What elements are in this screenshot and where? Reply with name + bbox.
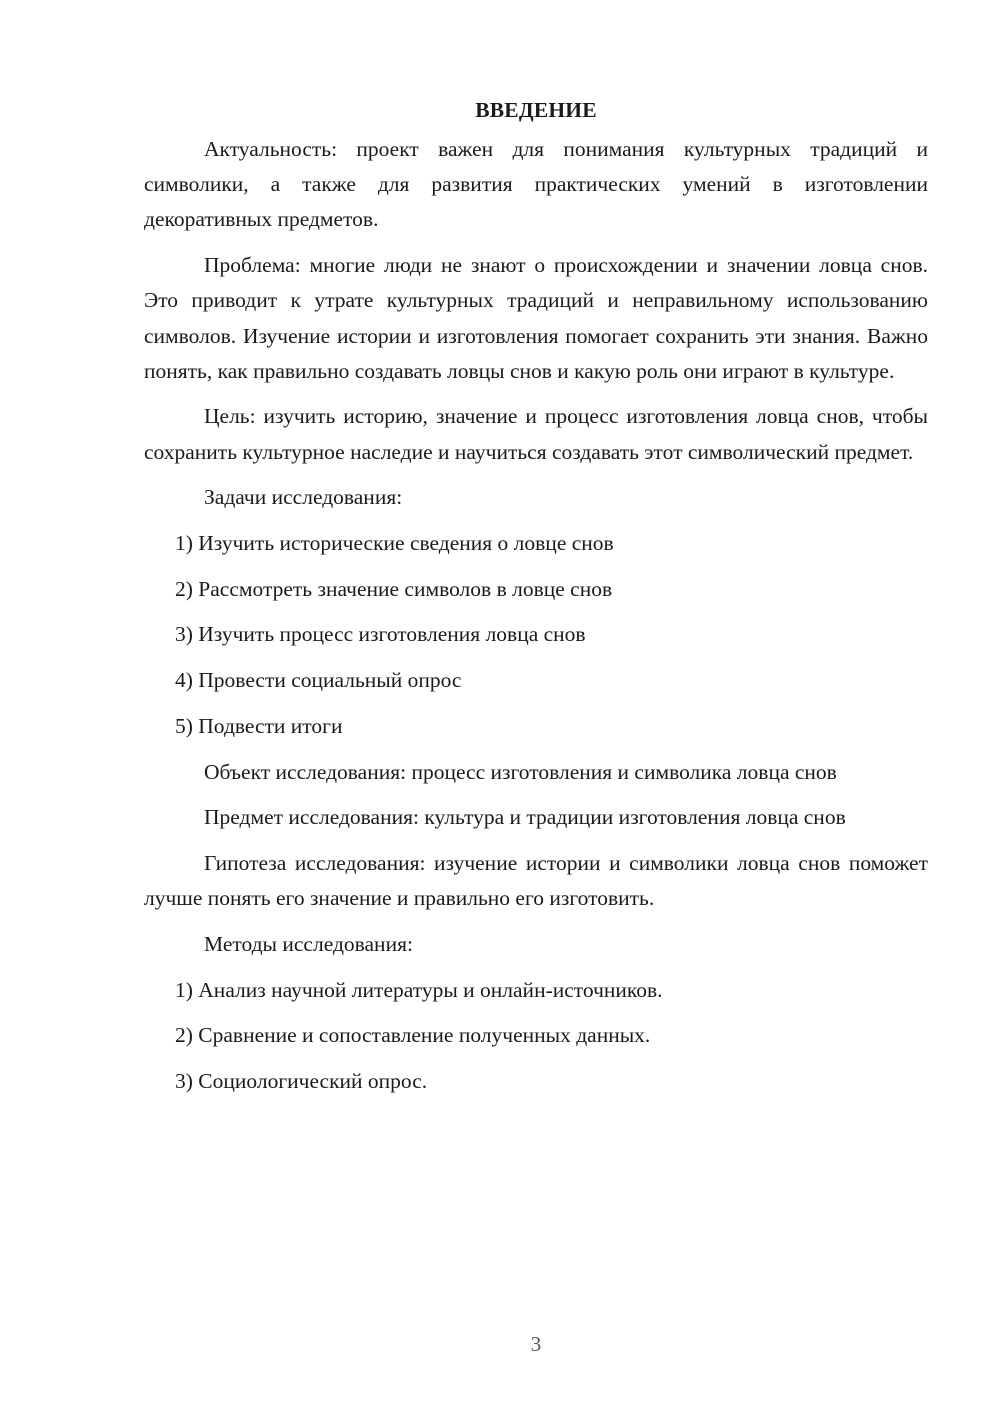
list-item: 1) Анализ научной литературы и онлайн-источников.	[175, 977, 663, 1002]
methods-heading: Методы исследования:	[204, 931, 413, 956]
list-item: 3) Изучить процесс изготовления ловца снов	[175, 622, 586, 647]
object-paragraph: Объект исследования: процесс изготовления и символика ловца снов	[204, 759, 837, 784]
list-item: 2) Сравнение и сопоставление полученных данных.	[175, 1023, 651, 1048]
list-item: 2) Рассмотреть значение символов в ловце снов	[175, 576, 613, 601]
goal-paragraph: Цель: изучить историю, значение и процесс изготовления ловца снов, чтобы сохранить культурное наследие и научиться создавать этот символический предмет.	[144, 404, 928, 464]
subject-paragraph: Предмет исследования: культура и традиции изготовления ловца снов	[204, 805, 846, 830]
list-item: 4) Провести социальный опрос	[175, 668, 462, 693]
page-title: ВВЕДЕНИЕ	[475, 98, 597, 122]
relevance-paragraph: Актуальность: проект важен для понимания культурных традиций и символики, а также для развития практических умений в изготовлении декоративных предметов.	[144, 137, 928, 232]
methods-list	[144, 973, 928, 1100]
hypothesis-paragraph: Гипотеза исследования: изучение истории и символики ловца снов поможет лучше понять его значение и правильно его изготовить.	[144, 850, 928, 911]
problem-paragraph: Проблема: многие люди не знают о происхождении и значении ловца снов. Это приводит к утрате культурных традиций и неправильному использованию символов. Изучение истории и изготовления помогает сохранить эти знания. Важно понять, как правильно создавать ловцы снов и какую роль они играют в культуре.	[144, 253, 928, 383]
list-item: 1) Изучить исторические сведения о ловце снов	[175, 531, 614, 556]
document-page	[144, 92, 928, 1099]
page-number: 3	[530, 1332, 542, 1356]
list-item: 3) Социологический опрос.	[175, 1068, 428, 1093]
tasks-list	[144, 526, 928, 744]
tasks-heading: Задачи исследования:	[204, 485, 403, 510]
list-item: 5) Подвести итоги	[175, 713, 343, 738]
